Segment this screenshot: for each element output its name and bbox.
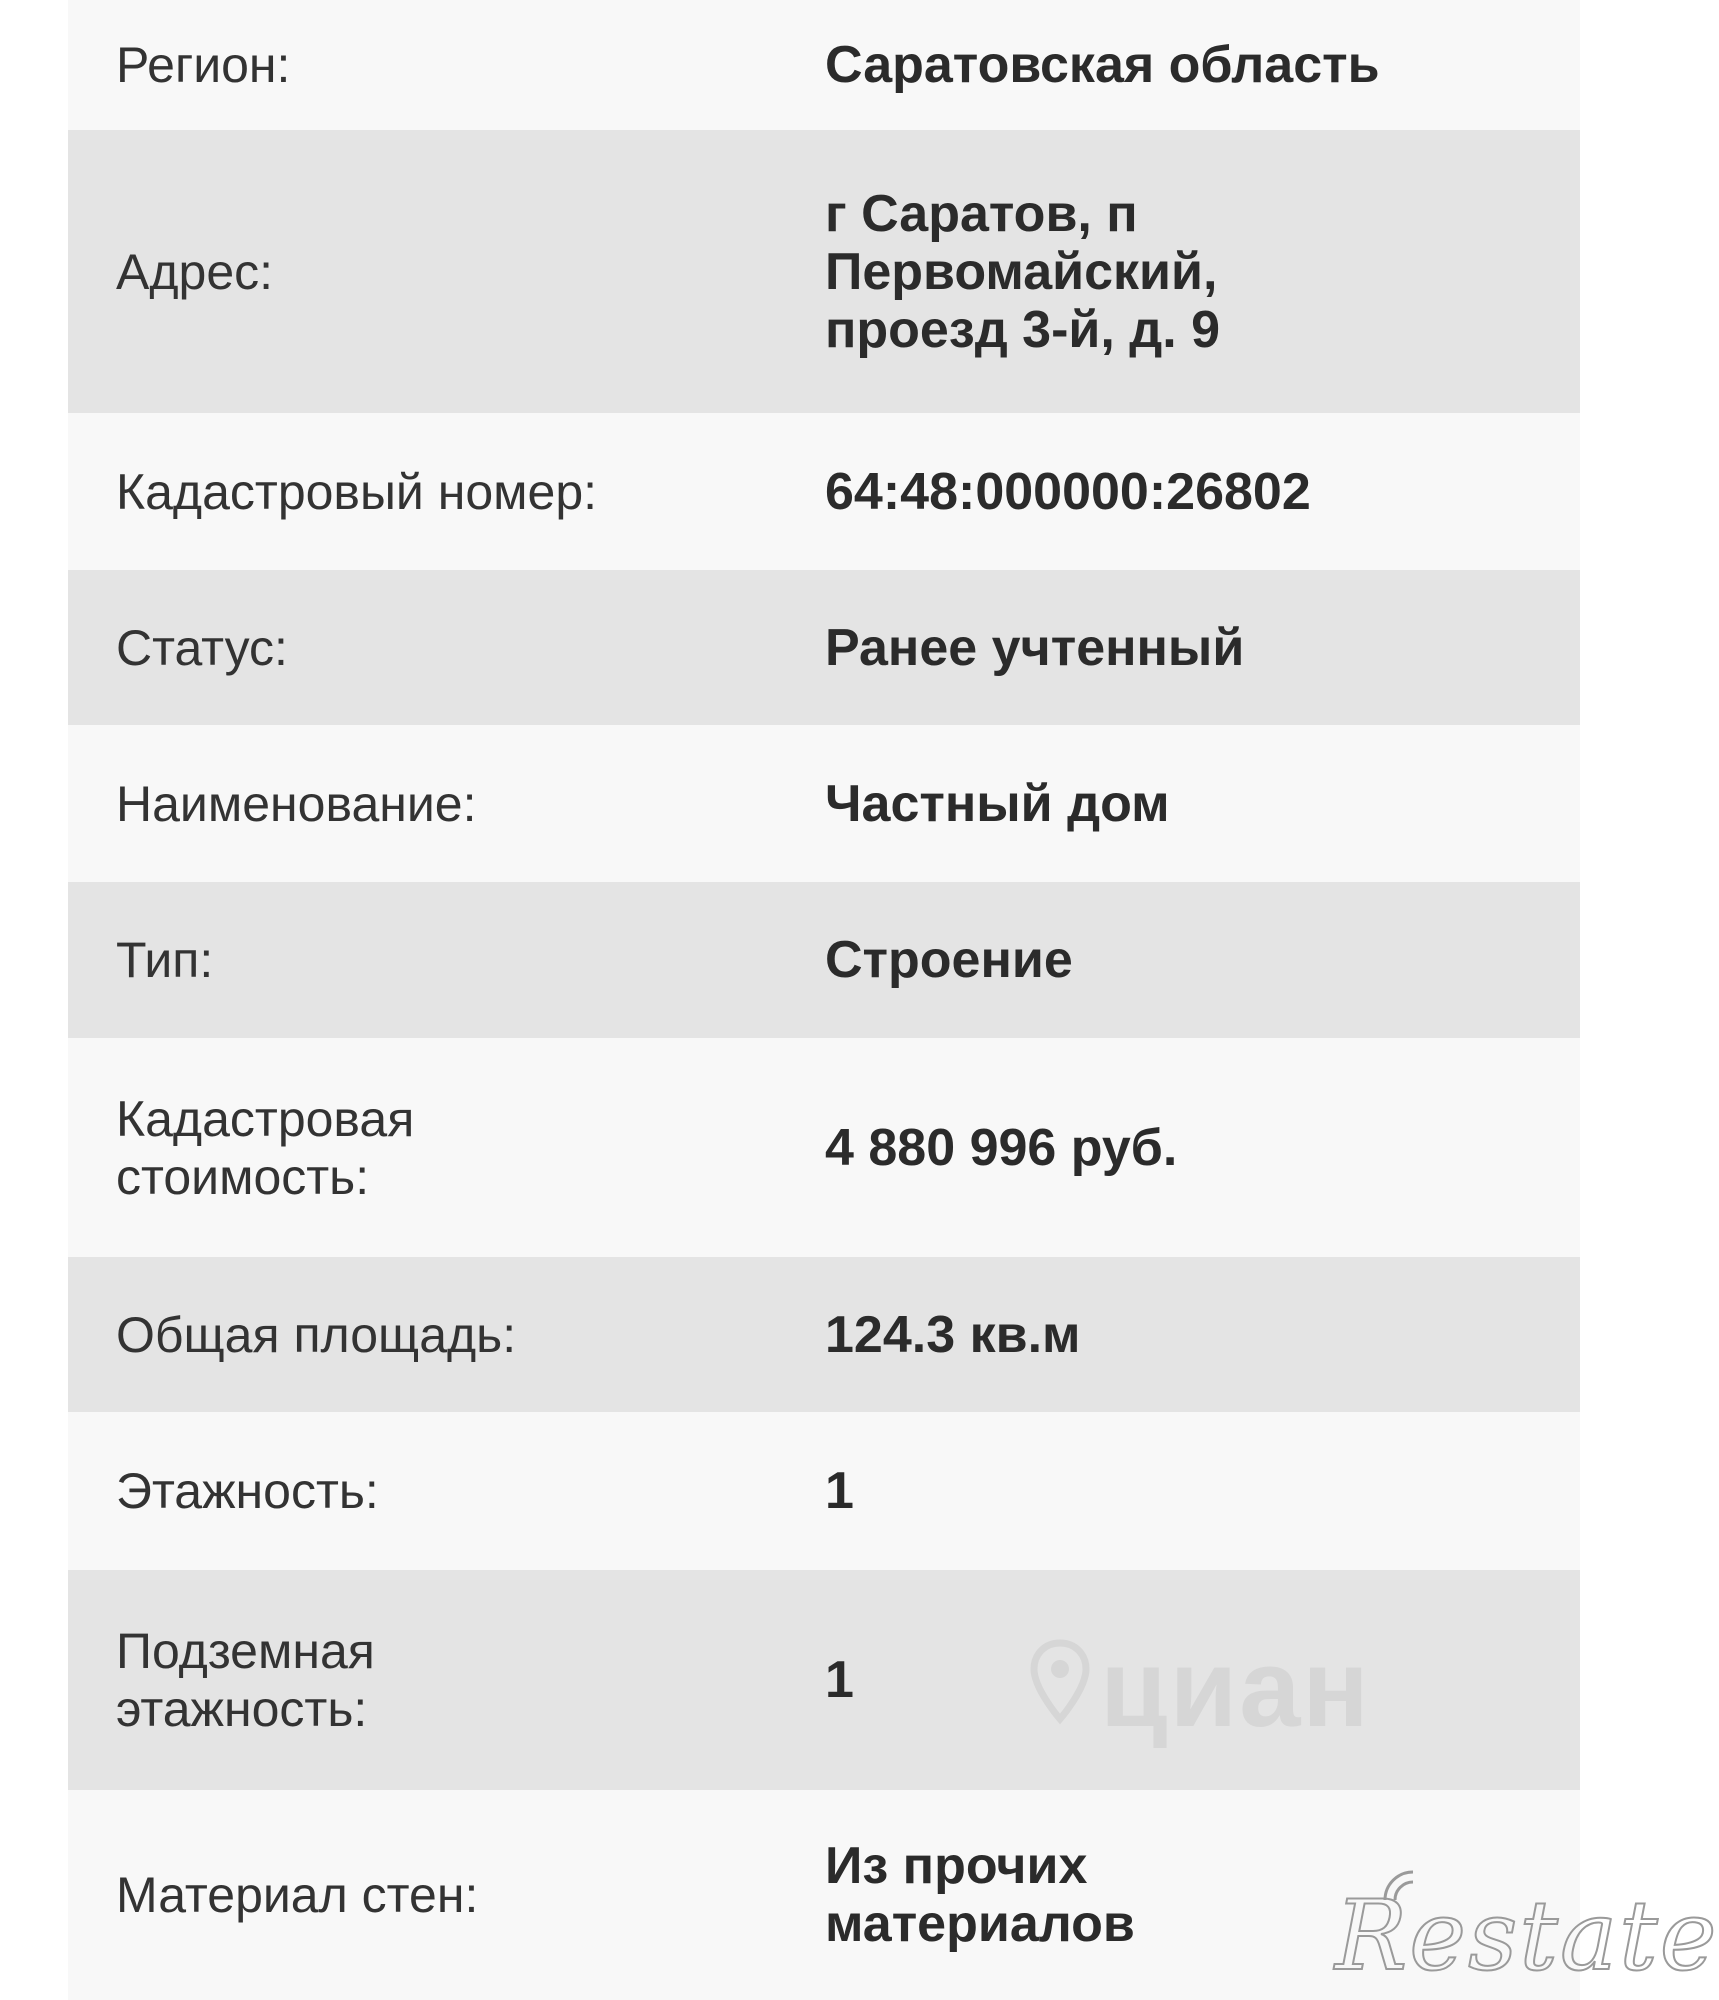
row-label: Общая площадь: [116, 1306, 517, 1363]
row-value: Из прочих материалов [825, 1837, 1135, 1953]
row-label: Кадастровая стоимость: [116, 1090, 415, 1205]
row-label: Кадастровый номер: [116, 463, 598, 520]
row-value: Саратовская область [825, 36, 1380, 94]
row-value: Частный дом [825, 774, 1170, 833]
row-floors [68, 1412, 1580, 1570]
row-value: 64:48:000000:26802 [825, 462, 1311, 521]
row-label: Регион: [116, 37, 291, 93]
row-value: 124.3 кв.м [825, 1305, 1081, 1364]
row-total-area [68, 1257, 1580, 1412]
row-cadastral-number [68, 413, 1580, 570]
row-value: 4 880 996 руб. [825, 1118, 1178, 1177]
row-cadastral-value [68, 1038, 1580, 1257]
row-wall-material [68, 1790, 1580, 2000]
row-status [68, 570, 1580, 725]
row-value: 1 [825, 1651, 854, 1709]
row-type [68, 882, 1580, 1038]
row-value: г Саратов, п Первомайский, проезд 3-й, д. 9 [825, 184, 1221, 359]
row-value: 1 [825, 1462, 854, 1520]
row-label: Этажность: [116, 1463, 379, 1519]
row-value: Ранее учтенный [825, 618, 1245, 677]
row-region [68, 0, 1580, 130]
row-name [68, 725, 1580, 882]
row-label: Наименование: [116, 775, 477, 832]
row-underground-floors [68, 1570, 1580, 1790]
row-label: Материал стен: [116, 1867, 479, 1923]
row-address [68, 130, 1580, 413]
row-value: Строение [825, 931, 1073, 989]
row-label: Адрес: [116, 243, 274, 300]
row-label: Статус: [116, 619, 288, 676]
property-info-table [68, 0, 1580, 2000]
row-label: Подземная этажность: [116, 1623, 375, 1737]
row-label: Тип: [116, 932, 214, 988]
